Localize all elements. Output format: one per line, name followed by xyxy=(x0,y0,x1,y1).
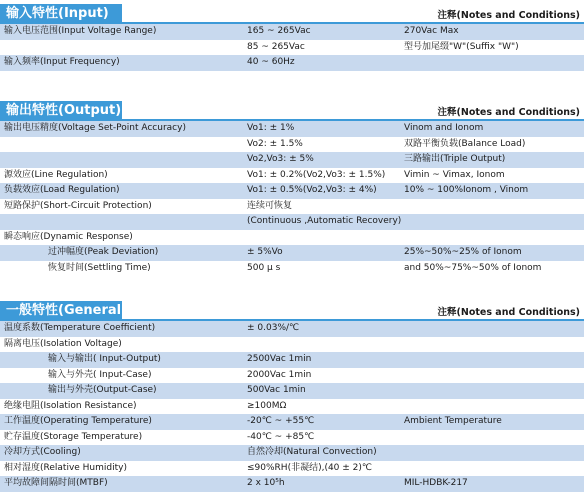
spec-value: 2 x 10⁵h xyxy=(247,478,285,488)
general-rows xyxy=(0,321,584,492)
parameter-label: 贮存温度(Storage Temperature) xyxy=(4,431,143,442)
spec-value: -40℃ ~ +85℃ xyxy=(247,431,315,442)
spec-row xyxy=(0,352,584,368)
spec-value: 500Vac 1min xyxy=(247,385,306,395)
spec-row xyxy=(0,321,584,337)
spec-value: 连续可恢复 xyxy=(247,200,293,211)
spec-value: ≥100MΩ xyxy=(247,400,287,411)
spec-value: 500 μ s xyxy=(247,262,281,273)
condition-note: 25%~50%~25% of Ionom xyxy=(404,247,522,257)
spec-value: Vo1: ± 0.5%(Vo2,Vo3: ± 4%) xyxy=(247,185,377,195)
parameter-label: 工作温度(Operating Temperature) xyxy=(4,416,152,426)
condition-note: 三路输出(Triple Output) xyxy=(404,154,506,164)
output-rows xyxy=(0,121,584,276)
parameter-label: 负载效应(Load Regulation) xyxy=(4,185,120,195)
output-notes-header: 注释(Notes and Conditions) xyxy=(437,107,580,118)
spec-value: ± 5%Vo xyxy=(247,247,283,257)
parameter-label: 平均故障间隔时间(MTBF) xyxy=(4,478,108,488)
general-notes-header: 注释(Notes and Conditions) xyxy=(437,307,580,318)
input-section xyxy=(0,4,584,71)
spec-row xyxy=(0,245,584,261)
output-section-title: 输出特性(Output) xyxy=(0,101,122,121)
parameter-label: 输入频率(Input Frequency) xyxy=(4,57,120,67)
spec-row xyxy=(0,137,584,153)
parameter-label: 绝缘电阻(Isolation Resistance) xyxy=(4,400,137,411)
spec-value: Vo2: ± 1.5% xyxy=(247,138,303,149)
spec-row xyxy=(0,55,584,71)
input-section-title: 输入特性(Input) xyxy=(0,4,122,24)
spec-row xyxy=(0,414,584,430)
condition-note: Ambient Temperature xyxy=(404,416,502,426)
parameter-label: 短路保护(Short-Circuit Protection) xyxy=(4,200,152,211)
parameter-label: 过冲幅度(Peak Deviation) xyxy=(48,247,159,257)
spec-row xyxy=(0,461,584,477)
spec-row xyxy=(0,214,584,230)
spec-value: 40 ~ 60Hz xyxy=(247,57,295,67)
input-section-header xyxy=(0,4,584,24)
input-rows xyxy=(0,24,584,71)
spec-value: 165 ~ 265Vac xyxy=(247,26,311,36)
spec-value: 2500Vac 1min xyxy=(247,354,312,364)
spec-row xyxy=(0,368,584,384)
parameter-label: 相对湿度(Relative Humidity) xyxy=(4,462,127,473)
spec-row xyxy=(0,168,584,184)
spec-value: 2000Vac 1min xyxy=(247,369,312,380)
spec-value: Vo1: ± 1% xyxy=(247,123,295,133)
parameter-label: 隔离电压(Isolation Voltage) xyxy=(4,338,122,349)
spec-value: 自然冷却(Natural Convection) xyxy=(247,447,377,457)
spec-row xyxy=(0,24,584,40)
parameter-label: 输出与外壳(Output-Case) xyxy=(48,385,157,395)
spec-row xyxy=(0,183,584,199)
spec-value: Vo2,Vo3: ± 5% xyxy=(247,154,314,164)
spec-row xyxy=(0,40,584,56)
spec-row xyxy=(0,152,584,168)
condition-note: MIL-HDBK-217 xyxy=(404,478,468,488)
condition-note: and 50%~75%~50% of Ionom xyxy=(404,262,542,273)
parameter-label: 输入与外壳( Input-Case) xyxy=(48,369,152,380)
condition-note: 双路平衡负载(Balance Load) xyxy=(404,138,526,149)
spec-row xyxy=(0,445,584,461)
output-section-header xyxy=(0,101,584,121)
spec-row xyxy=(0,337,584,353)
spec-row xyxy=(0,399,584,415)
general-section-title: 一般特性(General) xyxy=(0,301,122,321)
condition-note: 270Vac Max xyxy=(404,26,459,36)
spec-row xyxy=(0,383,584,399)
parameter-label: 输入电压范围(Input Voltage Range) xyxy=(4,26,157,36)
input-notes-header: 注释(Notes and Conditions) xyxy=(437,10,580,21)
output-section xyxy=(0,101,584,276)
parameter-label: 输出电压精度(Voltage Set-Point Accuracy) xyxy=(4,123,186,133)
spec-row xyxy=(0,476,584,492)
condition-note: 10% ~ 100%Ionom , Vinom xyxy=(404,185,529,195)
condition-note: Vinom and Ionom xyxy=(404,123,484,133)
spec-value: (Continuous ,Automatic Recovery) xyxy=(247,216,402,226)
parameter-label: 温度系数(Temperature Coefficient) xyxy=(4,323,156,333)
spec-row xyxy=(0,261,584,277)
spec-value: 85 ~ 265Vac xyxy=(247,41,305,52)
spec-row xyxy=(0,199,584,215)
parameter-label: 输入与输出( Input-Output) xyxy=(48,354,161,364)
parameter-label: 冷却方式(Cooling) xyxy=(4,447,81,457)
condition-note: 型号加尾缀"W"(Suffix "W") xyxy=(404,41,519,52)
general-section-header xyxy=(0,301,584,321)
general-section xyxy=(0,301,584,492)
spec-row xyxy=(0,430,584,446)
spec-row xyxy=(0,121,584,137)
spec-value: ± 0.03%/℃ xyxy=(247,323,300,333)
parameter-label: 恢复时间(Settling Time) xyxy=(48,262,151,273)
parameter-label: 源效应(Line Regulation) xyxy=(4,169,108,180)
spec-value: -20℃ ~ +55℃ xyxy=(247,416,315,426)
spec-value: ≤90%RH(非凝结),(40 ± 2)℃ xyxy=(247,462,373,473)
parameter-label: 瞬态响应(Dynamic Response) xyxy=(4,231,133,242)
spec-value: Vo1: ± 0.2%(Vo2,Vo3: ± 1.5%) xyxy=(247,169,386,180)
spec-row xyxy=(0,230,584,246)
condition-note: Vimin ~ Vimax, Ionom xyxy=(404,169,505,180)
